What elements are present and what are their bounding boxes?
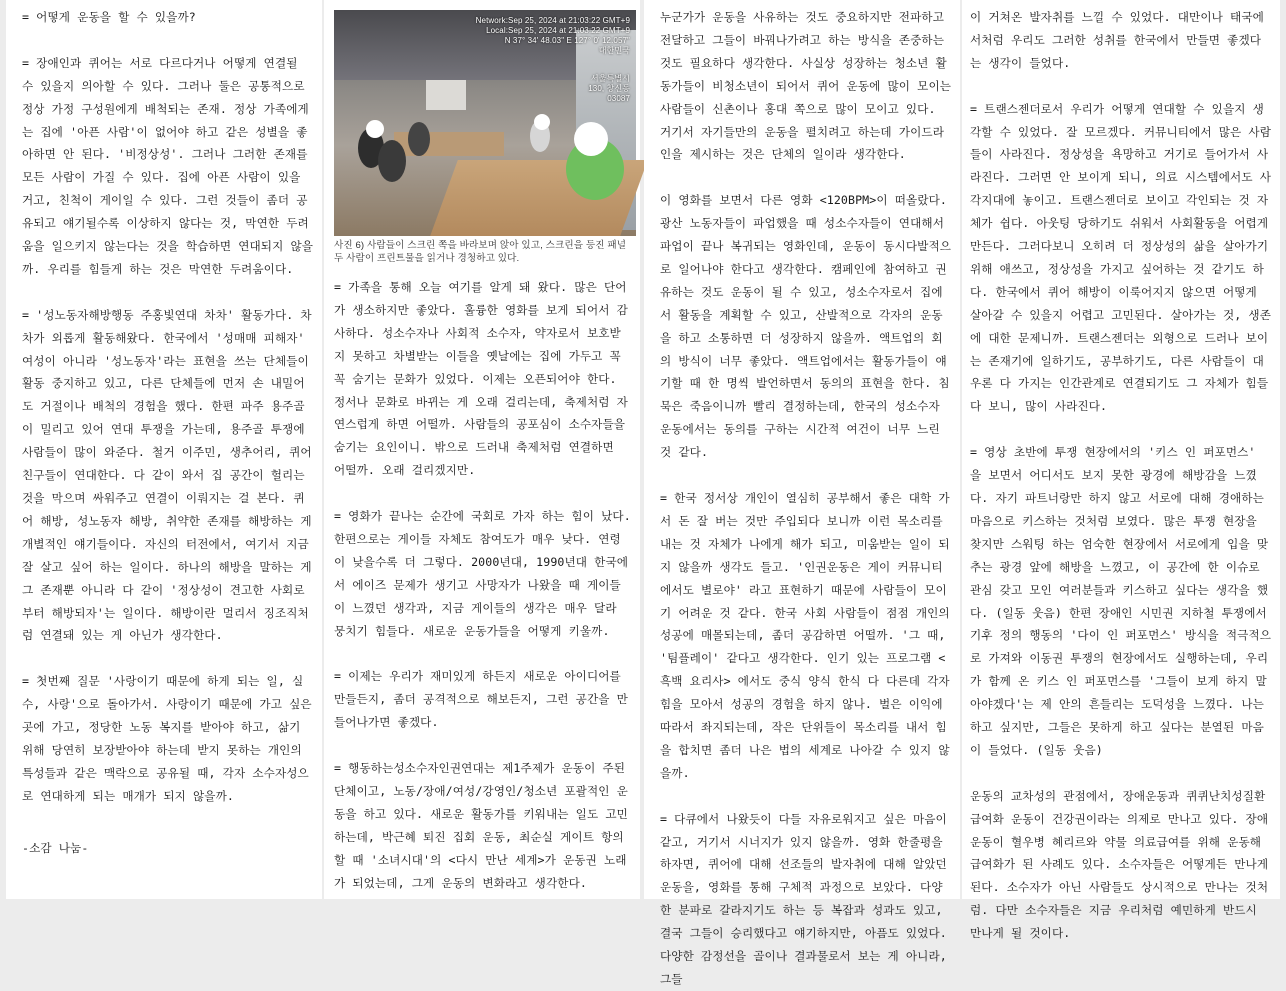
face-blur <box>574 122 608 156</box>
paragraph: = 다큐에서 나왔듯이 다들 자유로워지고 싶은 마음이 같고, 거기서 시너지가 있지 않을까. 영화 한줄평을 하자면, 퀴어에 대해 선조들의 발자취에 대해 알았던 운동을, 영화를 통해 구체적 과정으로 보았다. 다양한 분파로 갈라지기도 하는 등 복잡과 성과도 있고, 결국 그들이 승리했다고 얘기하지만, 아픔도 있었다. 다양한 감정선을 골이나 결과물로서 보는 게 아니라, 그들 <box>660 811 947 987</box>
overlay-line: 서울특별시 <box>590 74 630 83</box>
paragraph: 이 거쳐온 발자취를 느낄 수 있었다. 대만이나 태국에서처럼 우리도 그러한 성취를 한국에서 만들면 좋겠다는 생각이 들었다. <box>970 10 1264 70</box>
paragraph: = '성노동자해방행동 주홍빛연대 차차' 활동가다. 차차가 외롭게 활동해왔다. 한국에서 '성매매 피해자' 여성이 아니라 '성노동자'라는 표현을 쓰는 단체들이 활동 중지하고 있고, 다른 단체들에 먼저 손 내밀어도 거절이나 배척의 경험을 했다. 한편 파주 용주골이 밀리고 있어 연대 투쟁을 가는데, 용주골 투쟁에 사람들이 많이 와준다. 철거 이주민, 생추어리, 퀴어 친구들이 연대한다. 다 같이 와서 집 공간이 헐리는 것을 막으며 싸워주고 연결이 이뤄지는 걸 본다. 퀴어 해방, 성노동자 해방, 취약한 존재를 해방하는 게 개별적인 얘기들이다. 자신의 터전에서, 여기서 지금 잘 살고 싶어 하는 일이다. 하나의 해방을 말하는 게 그 존재뿐 아니라 다 같이 '정상성이 견고한 사회로부터 해방되자'는 일이다. 해방이란 멀리서 징조직처럼 연결돼 있는 게 아닌가 생각한다. <box>22 307 312 643</box>
column-4 <box>962 0 1280 941</box>
overlay-line: N 37° 34' 48.03" E 127° 0' 12.057" <box>504 36 630 45</box>
face-blur <box>534 114 550 130</box>
photo-person <box>378 140 406 182</box>
column-3 <box>644 0 960 987</box>
photo-caption: 사진 6) 사람들이 스크린 쪽을 바라보며 앉아 있고, 스크린을 등진 패널 두 사람이 프린트물을 읽거나 경청하고 있다. <box>334 240 627 264</box>
overlay-line: Local:Sep 25, 2024 at 21:03:22 GMT+9 <box>486 26 630 35</box>
overlay-line: 03087 <box>607 94 630 103</box>
section-signature: -소감 나눔- <box>22 841 89 856</box>
paragraph: = 트랜스젠더로서 우리가 어떻게 연대할 수 있을지 생각할 수 있었다. 잘 모르겠다. 커뮤니티에서 많은 사람들이 사라진다. 정상성을 욕망하고 거기로 들어가서 사라진다. 그러면 안 보이게 되니, 의료 시스템에서도 사각지대에 놓이고. 트랜스젠더로 보이고 각인되는 것 자체가 쉽다. 아웃팅 당하기도 쉬워서 사회활동을 어렵게 만든다. 그러다보니 오히려 더 정상성의 삶을 살아가기 위해 애쓰고, 정상성을 가지고 싶어하는 것 같기도 하다. 한국에서 퀴어 해방이 이룩어지지 않으면 어떻게 살아갈 수 있을지 어렵고 고민된다. 살아가는 것, 생존에 대한 문제니까. 트랜스젠더는 외형으로 드러나 보이는 존재기에 일하기도, 공부하기도, 다른 사람들이 대우론 다 가지는 인간관계로 연결되기도 그 자체가 힘들다 보니, 많이 사라진다. <box>970 101 1272 414</box>
event-photo <box>334 10 636 236</box>
column-1 <box>6 0 322 899</box>
face-blur <box>366 120 384 138</box>
paragraph: = 가족을 통해 오늘 여기를 알게 돼 왔다. 많은 단어가 생소하지만 좋았다. 훌륭한 영화를 보게 되어서 감사하다. 성소수자나 사회적 소수자, 약자로서 보호받지 못하고 차별받는 이들을 옛날에는 집에 가두고 꼭꼭 숨기는 문화가 있었다. 이제는 오픈되어야 한다. 정서나 문화로 바뀌는 게 오래 걸리는데, 축제처럼 자연스럽게 하면 어떨까. 사람들의 공포심이 소수자들을 숨기는 요인이니. 밖으로 드러내 축제처럼 연결하면 어떨까. 오래 걸리겠지만. <box>334 280 628 478</box>
overlay-line: 대한민국 <box>598 46 630 55</box>
overlay-line: Network:Sep 25, 2024 at 21:03:22 GMT+9 <box>475 16 630 25</box>
paragraph: 이 영화를 보면서 다른 영화 <120BPM>이 떠올랐다. 광산 노동자들이 파업했을 때 성소수자들이 연대해서 파업이 끝나 복귀되는 영화인데, 운동이 동시다발적으로 일어나야 한다고 생각한다. 캠페인에 참여하고 권유하는 것도 운동이 될 수 있고, 성소수자로서 집에서 활동을 계획할 수 있고, 산발적으로 각자의 운동을 하고 소통하면 더 성장하지 않을까. 액트업의 회의 방식이 너무 좋았다. 액트업에서는 활동가들이 얘기할 때 한 명씩 발언하면서 동의의 표현을 한다. 침묵은 죽음이니까 빨리 결정하는데, 한국의 성소수자 운동에서는 동의를 구하는 시간적 여건이 너무 느린 것 같다. <box>660 193 952 460</box>
paragraph: 운동의 교차성의 관점에서, 장애운동과 퀴퀴난치성질환 급여화 운동이 건강권이라는 의제로 만나고 있다. 장애운동이 혈우병 혜리르와 약물 의료급여를 위해 운동해 급여화가 된 사례도 있다. 소수자들은 어떻게든 만나게 된다. 소수자가 아닌 사람들도 상시적으로 만나는 것처럼. 다만 소수자들은 지금 우리처럼 예민하게 반드시 만나게 될 것이다. <box>970 788 1269 941</box>
paragraph: = 장애인과 퀴어는 서로 다르다거나 어떻게 연결될 수 있을지 의아할 수 있다. 그러나 둘은 공통적으로 정상 가정 구성원에게 배척되는 존재. 정상 가족에게는 집에 '아픈 사람'이 없어야 하고 같은 성별을 좋아하면 안 된다. '비정상성'. 그러나 그러한 존재를 모든 사람이 가질 수 있다. 집에 아픈 사람이 있을 거고, 친척이 게이일 수 있다. 그런 것들이 좀더 공유되고 얘기될수록 이상하지 않다는 것, 막연한 두려움을 일으키지 않는다는 것을 학습하면 연대되지 않을까. 우리를 힘들게 하는 것은 막연한 두려움이다. <box>22 55 314 276</box>
paragraph: = 영화가 끝나는 순간에 국회로 가자 하는 힘이 났다. 한편으로는 게이들 자체도 참여도가 매우 낮다. 연령이 낮을수록 더 그렇다. 2000년대, 1990년대 한국에서 에이즈 문제가 생기고 사망자가 나왔을 때 게이들이 느꼈던 생각과, 지금 게이들의 생각은 매우 달라 뭉치기 힘들다. 새로운 운동가들을 어떻게 키울까. <box>334 509 631 638</box>
paragraph: = 영상 초반에 투쟁 현장에서의 '키스 인 퍼포먼스' 을 보면서 어디서도 보지 못한 광경에 해방감을 느꼈다. 자기 파트너랑만 하지 않고 서로에 대해 경애하는 마음으로 키스하는 것처럼 보였다. 많은 투쟁 현장을 찾지만 스워팅 하는 엄숙한 현장에서 서로에게 입을 맞추는 광경 앞에 해방을 느꼈고, 이 공간에 한 이슈로 관심 갖고 모인 여러분들과 키스하고 싶다는 생각을 했다. (일동 웃음) 한편 장애인 시민권 지하철 투쟁에서 기후 정의 행동의 '다이 인 퍼포먼스' 방식을 적극적으로 가져와 이동권 투쟁의 현장에서도 실행하는데, 우리가 함께 온 키스 인 퍼포먼스를 '그들이 보게 하지 말아야겠다'는 제 안의 흔들리는 도덕성을 느꼈다. 나는 하고 싶지만, 그들은 못하게 하고 싶다는 분열된 마음이 들었다. (일동 웃음) <box>970 445 1272 757</box>
column-2 <box>324 0 640 899</box>
photo-person <box>408 122 430 156</box>
paragraph: = 첫번째 질문 '사랑이기 때문에 하게 되는 일, 실수, 사랑'으로 돌아가서. 사랑이기 때문에 가고 싶은 곳에 가고, 정당한 노동 복지를 받아야 하고, 삶기 위해 당연히 보장받아야 하는데 받지 못하는 개인의 특성들과 같은 맥락으로 공유될 때, 각자 소수자성으로 연대하게 되는 매개가 되지 않을까. <box>22 674 312 803</box>
paragraph: = 행동하는성소수자인권연대는 제1주제가 운동이 주된 단체이고, 노동/장애/여성/강영인/청소년 포괄적인 운동을 하고 있다. 새로운 활동가를 키워내는 일도 고민하는데, 박근혜 퇴진 집회 운동, 최순실 게이트 항의할 때 '소녀시대'의 <다시 만난 세계>가 운동권 노래가 되었는데, 그게 운동의 변화라고 생각한다. <box>334 760 628 890</box>
paragraph: = 한국 정서상 개인이 열심히 공부해서 좋은 대학 가서 돈 잘 버는 것만 주입되다 보니까 이런 목소리를 내는 것 자체가 나에게 해가 되고, 미움받는 일이 되지 않을까 생각도 들고. '인권운동은 게이 커뮤니티에서도 별로야' 라고 표현하기 때문에 사람들이 모이기 어려운 것 같다. 한국 사회 사람들이 점점 개인의 성공에 매몰되는데, 좀더 공감하면 어떨까. '그 때, '팀플레이' 같다고 생각한다. 인기 있는 프로그램 <흑백 요리사> 에서도 중식 양식 한식 다 다른데 각자 힘을 모아서 성공의 경험을 하지 않나. 벌은 이익에 따라서 좌지되는데, 작은 단위들이 목소리를 내서 힘을 합치면 좀더 나은 법의 세계로 나아갈 수 있지 않을까. <box>660 491 950 780</box>
paragraph: = 어떻게 운동을 할 수 있을까? <box>22 10 196 24</box>
overlay-line: 130, 창신동 <box>588 84 630 93</box>
photo-geotag-overlay <box>430 16 630 104</box>
paragraph: = 이제는 우리가 재미있게 하든지 새로운 아이디어를 만들든지, 좀더 공격적으로 해보든지, 그런 공간을 만들어나가면 좋겠다. <box>334 669 628 730</box>
paragraph: 누군가가 운동을 사유하는 것도 중요하지만 전파하고 전달하고 그들이 바꿔나가려고 하는 방식을 존중하는 것도 필요하다 생각한다. 사실상 성장하는 청소년 활동가들이 비청소년이 되어서 퀴어 운동에 많이 모이는 사람들이 신촌이나 홍대 쪽으로 많이 모이고 있다. 거기서 자기들만의 운동을 펼치려고 하는데 가이드라인을 제시하는 것은 단체의 일이라 생각한다. <box>660 10 952 162</box>
